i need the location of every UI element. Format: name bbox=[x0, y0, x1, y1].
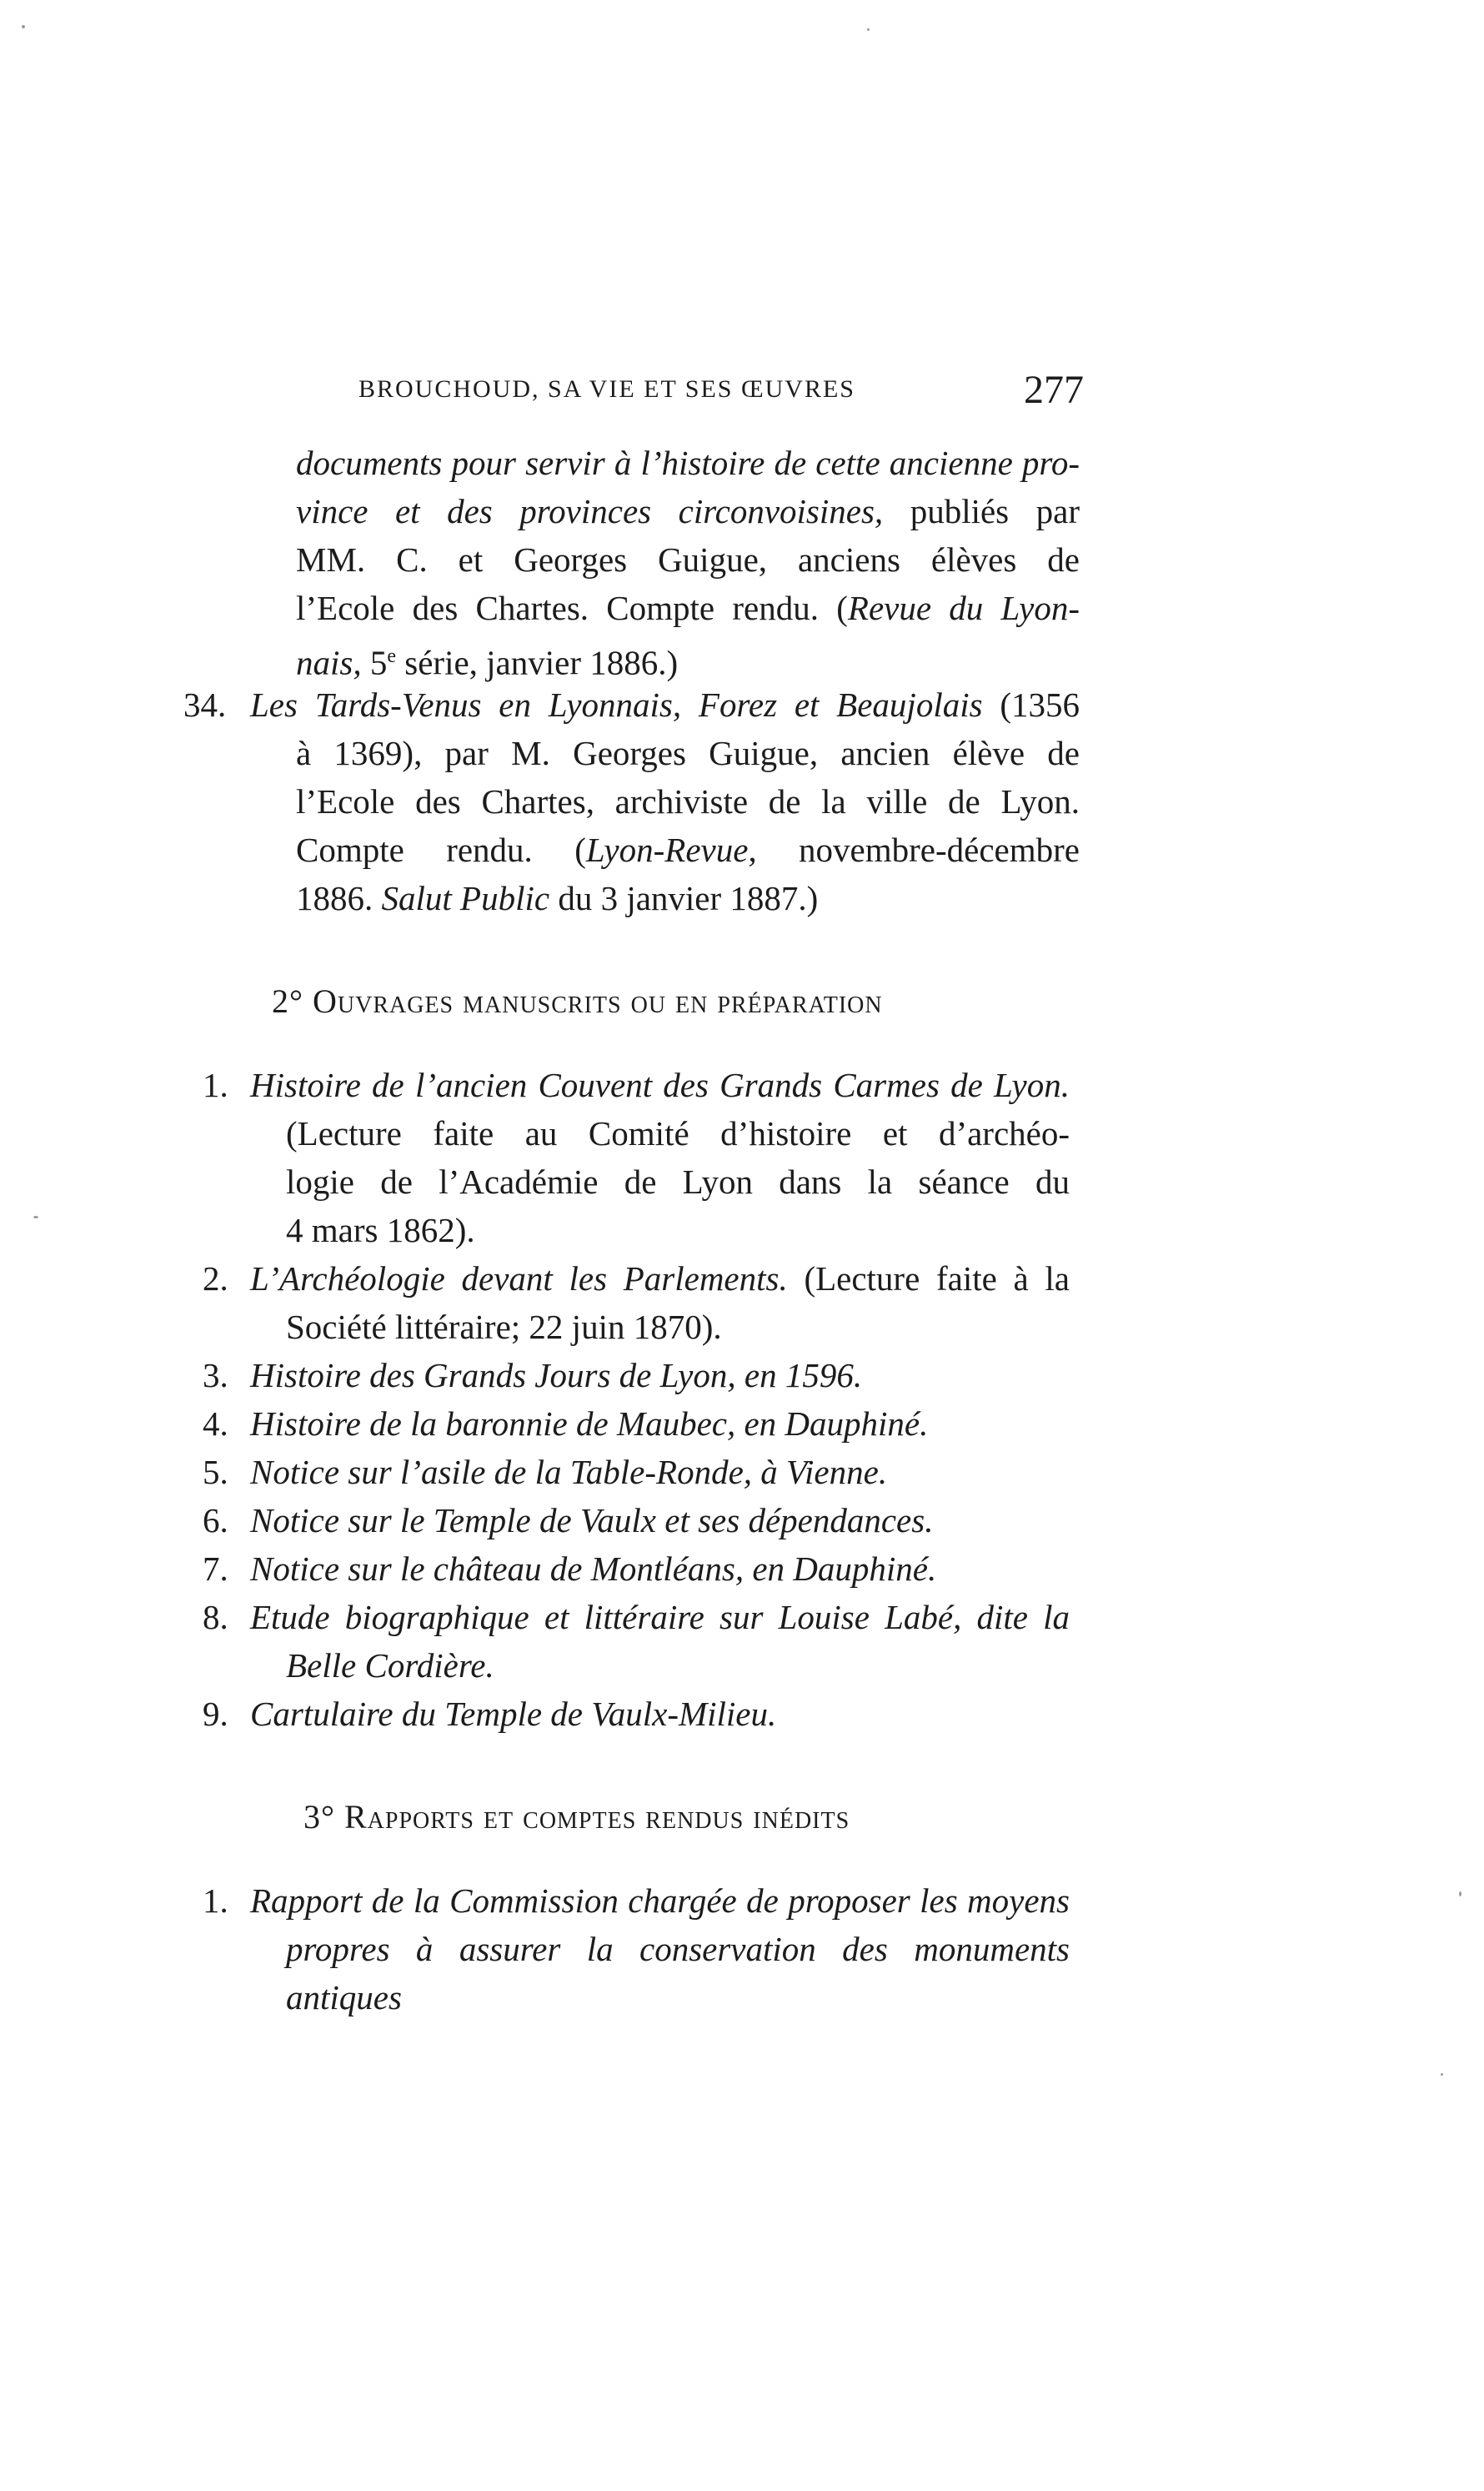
item-2-1-line-2: (Lecture faite au Comité d’histoire et d’archéo- bbox=[286, 1114, 1070, 1153]
entry-34-line-4 bbox=[296, 826, 1080, 874]
entry-34-line-1 bbox=[250, 681, 1080, 729]
item-3-1-line-2: propres à assurer la conservation des monuments antiques bbox=[286, 1930, 1070, 2016]
scan-speck bbox=[1441, 2073, 1443, 2076]
continuation-line-5-text-end: série, janvier 1886.) bbox=[396, 643, 679, 682]
section-2-prefix: 2° bbox=[272, 982, 313, 1020]
continuation-line-4-text: l’Ecole des Chartes. Compte rendu. ( bbox=[296, 589, 848, 627]
item-2-3-number: 3. bbox=[203, 1356, 228, 1394]
entry-34-number: 34. bbox=[183, 686, 227, 724]
scan-speck bbox=[1459, 1891, 1461, 1896]
entry-34-line-5-text-end: du 3 janvier 1887.) bbox=[549, 879, 819, 917]
item-2-1-line-3: logie de l’Académie de Lyon dans la séance du bbox=[286, 1163, 1070, 1201]
item-2-8-number: 8. bbox=[203, 1598, 228, 1636]
item-2-5-line-1: Notice sur l’asile de la Table-Ronde, à Vienne. bbox=[250, 1453, 888, 1491]
item-2-2-line-2: Société littéraire; 22 juin 1870). bbox=[286, 1308, 722, 1346]
section-3-heading bbox=[303, 1793, 850, 1841]
section-2-title: Ouvrages manuscrits ou en préparation bbox=[313, 982, 883, 1020]
section-3-title: Rapports et comptes rendus inédits bbox=[344, 1798, 850, 1836]
entry-34-line-1-italic: Les Tards-Venus en Lyonnais, Forez et Beaujolais bbox=[250, 686, 983, 724]
entry-34-line-5-text: 1886. bbox=[296, 879, 382, 917]
item-3-1-line-1: Rapport de la Commission chargée de proposer les moyens bbox=[250, 1881, 1070, 1920]
item-2-2-line-1-italic: L’Archéologie devant les Parlements. bbox=[250, 1259, 788, 1298]
entry-34-line-4-text-end: novembre-décembre bbox=[756, 831, 1080, 869]
item-2-7-line-1: Notice sur le château de Montléans, en Dauphiné. bbox=[250, 1549, 937, 1588]
entry-34-line-1-text: (1356 bbox=[982, 686, 1080, 724]
item-2-8-line-1: Etude biographique et littéraire sur Louise Labé, dite la bbox=[250, 1598, 1070, 1636]
item-2-8-line-2: Belle Cordière. bbox=[286, 1646, 494, 1685]
continuation-line-4 bbox=[296, 584, 1080, 632]
item-2-7-number: 7. bbox=[203, 1549, 228, 1588]
item-2-6-number: 6. bbox=[203, 1501, 228, 1539]
continuation-line-5-text: 5 bbox=[361, 643, 388, 682]
section-2-heading bbox=[272, 977, 883, 1026]
scan-speck bbox=[22, 25, 25, 28]
continuation-line-2 bbox=[296, 487, 1080, 535]
item-2-2-line-1 bbox=[250, 1254, 1070, 1303]
scan-speck bbox=[867, 28, 870, 31]
item-2-6-line-1: Notice sur le Temple de Vaulx et ses dépendances. bbox=[250, 1501, 934, 1539]
entry-34-line-5 bbox=[296, 874, 818, 922]
item-2-5-number: 5. bbox=[203, 1453, 228, 1491]
scan-speck bbox=[33, 1216, 38, 1218]
section-3-prefix: 3° bbox=[303, 1798, 344, 1836]
item-2-3-line-1: Histoire des Grands Jours de Lyon, en 1596. bbox=[250, 1356, 863, 1394]
page-number: 277 bbox=[1024, 368, 1084, 412]
item-2-9-number: 9. bbox=[203, 1695, 228, 1733]
continuation-line-5-sup: e bbox=[387, 645, 397, 667]
item-2-9-line-1: Cartulaire du Temple de Vaulx-Milieu. bbox=[250, 1695, 777, 1733]
item-2-1-line-4: 4 mars 1862). bbox=[286, 1211, 475, 1249]
continuation-line-4-italic: Revue du Lyon- bbox=[847, 589, 1080, 627]
entry-34-line-4-text: Compte rendu. ( bbox=[296, 831, 586, 869]
entry-34-line-4-italic: Lyon-Revue, bbox=[585, 831, 757, 869]
entry-34-line-2: à 1369), par M. Georges Guigue, ancien élève de bbox=[296, 734, 1080, 772]
entry-34-line-3: l’Ecole des Chartes, archiviste de la ville de Lyon. bbox=[296, 782, 1080, 821]
continuation-line-3: MM. C. et Georges Guigue, anciens élèves de bbox=[296, 540, 1080, 579]
item-2-4-number: 4. bbox=[203, 1404, 228, 1443]
item-2-2-number: 2. bbox=[203, 1259, 228, 1298]
continuation-line-5-italic: nais, bbox=[296, 643, 362, 682]
continuation-line-1: documents pour servir à l’histoire de cette ancienne pro- bbox=[296, 444, 1080, 482]
continuation-line-5 bbox=[296, 632, 678, 687]
item-2-4-line-1: Histoire de la baronnie de Maubec, en Dauphiné. bbox=[250, 1404, 929, 1443]
item-2-1-number: 1. bbox=[203, 1066, 228, 1104]
continuation-line-2-text: publiés par bbox=[883, 492, 1080, 530]
continuation-line-2-italic: vince et des provinces circonvoisines, bbox=[296, 492, 884, 530]
item-3-1-number: 1. bbox=[203, 1881, 228, 1920]
entry-34-line-5-italic: Salut Public bbox=[381, 879, 550, 917]
running-title: BROUCHOUD, SA VIE ET SES ŒUVRES bbox=[358, 375, 855, 403]
running-head bbox=[358, 367, 1084, 417]
item-2-1-line-1: Histoire de l’ancien Couvent des Grands Carmes de Lyon. bbox=[250, 1066, 1070, 1104]
item-2-2-line-1-text: (Lecture faite à la bbox=[787, 1259, 1070, 1298]
